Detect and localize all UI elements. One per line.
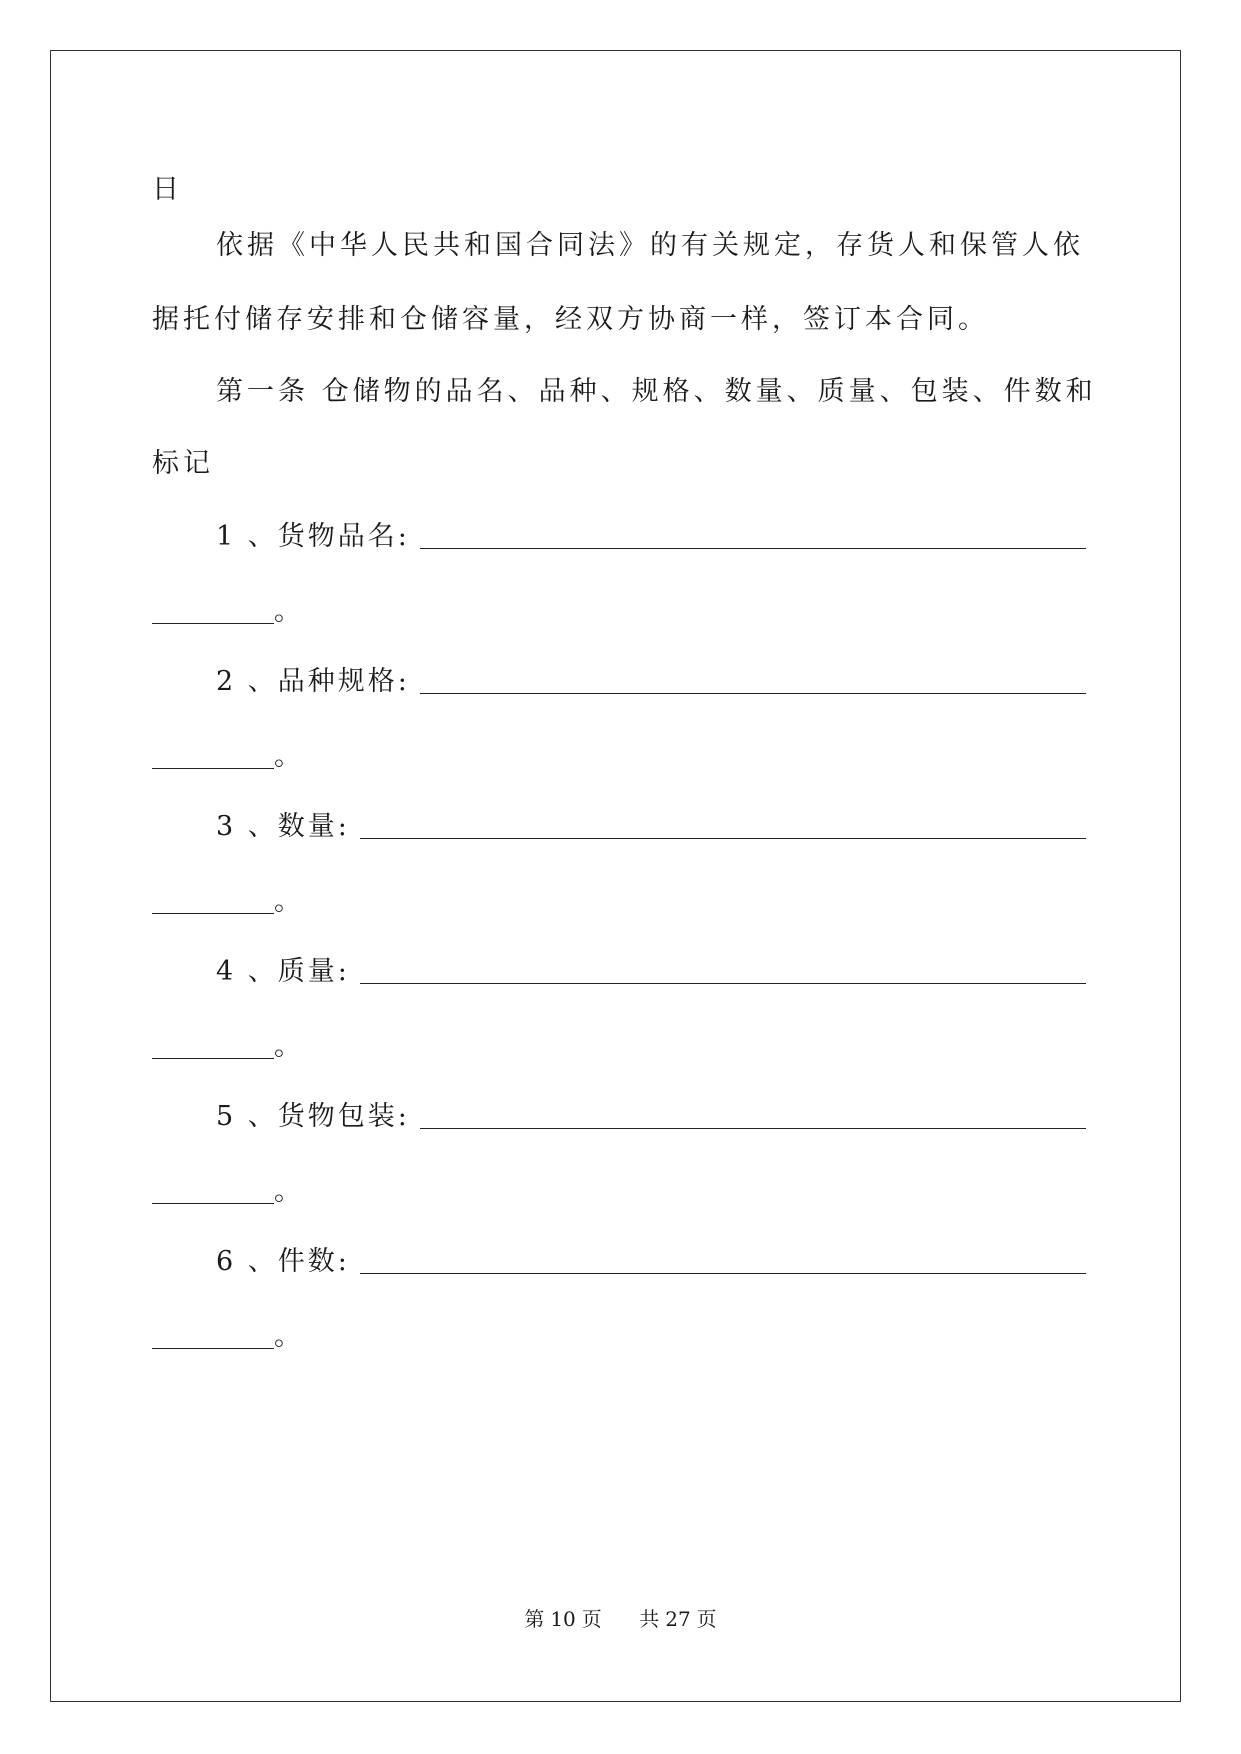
fill-in-blank[interactable]: [152, 1347, 274, 1349]
field-packaging: [216, 1097, 1086, 1137]
field-label: 2 、品种规格:: [216, 666, 410, 697]
page-number: 第 10 页: [524, 1607, 602, 1631]
field-quality: [216, 952, 1086, 992]
field-packaging-continuation: [152, 1172, 301, 1212]
period-mark: 。: [274, 1321, 301, 1352]
field-label: 3 、数量:: [216, 811, 350, 842]
page-border: [50, 50, 1181, 1702]
page-footer: [0, 1605, 1241, 1633]
period-mark: 。: [274, 886, 301, 917]
field-label: 5 、货物包装:: [216, 1101, 410, 1132]
field-label: 4 、质量:: [216, 956, 350, 987]
intro-paragraph-line-1: 依据《中华人民共和国合同法》的有关规定，存货人和保管人依: [216, 230, 1084, 261]
fill-in-blank[interactable]: [152, 1057, 274, 1059]
period-mark: 。: [274, 596, 301, 627]
field-quantity-continuation: [152, 882, 301, 922]
fill-in-blank[interactable]: [152, 1202, 274, 1204]
field-piece-count: [216, 1242, 1086, 1282]
fill-in-blank[interactable]: [360, 1272, 1086, 1274]
fill-in-blank[interactable]: [420, 1127, 1086, 1129]
article-1-heading-line-2: 标记: [152, 448, 214, 479]
fill-in-blank[interactable]: [152, 912, 274, 914]
article-1-heading-line-1: 第一条 仓储物的品名、品种、规格、数量、质量、包装、件数和: [216, 376, 1097, 407]
fill-in-blank[interactable]: [360, 837, 1086, 839]
field-variety-spec: [216, 662, 1086, 702]
fill-in-blank[interactable]: [420, 547, 1086, 549]
period-mark: 。: [274, 1176, 301, 1207]
period-mark: 。: [274, 1031, 301, 1062]
field-goods-name-continuation: [152, 592, 301, 632]
field-label: 1 、货物品名:: [216, 521, 410, 552]
date-fragment: 日: [152, 174, 183, 205]
field-label: 6 、件数:: [216, 1246, 350, 1277]
field-quality-continuation: [152, 1027, 301, 1067]
field-variety-spec-continuation: [152, 737, 301, 777]
fill-in-blank[interactable]: [360, 982, 1086, 984]
period-mark: 。: [274, 741, 301, 772]
fill-in-blank[interactable]: [152, 622, 274, 624]
field-piece-count-continuation: [152, 1317, 301, 1357]
field-goods-name: [216, 517, 1086, 557]
intro-paragraph-line-2: 据托付储存安排和仓储容量，经双方协商一样，签订本合同。: [152, 304, 989, 335]
fill-in-blank[interactable]: [420, 692, 1086, 694]
page-total: 共 27 页: [639, 1607, 717, 1631]
field-quantity: [216, 807, 1086, 847]
fill-in-blank[interactable]: [152, 767, 274, 769]
